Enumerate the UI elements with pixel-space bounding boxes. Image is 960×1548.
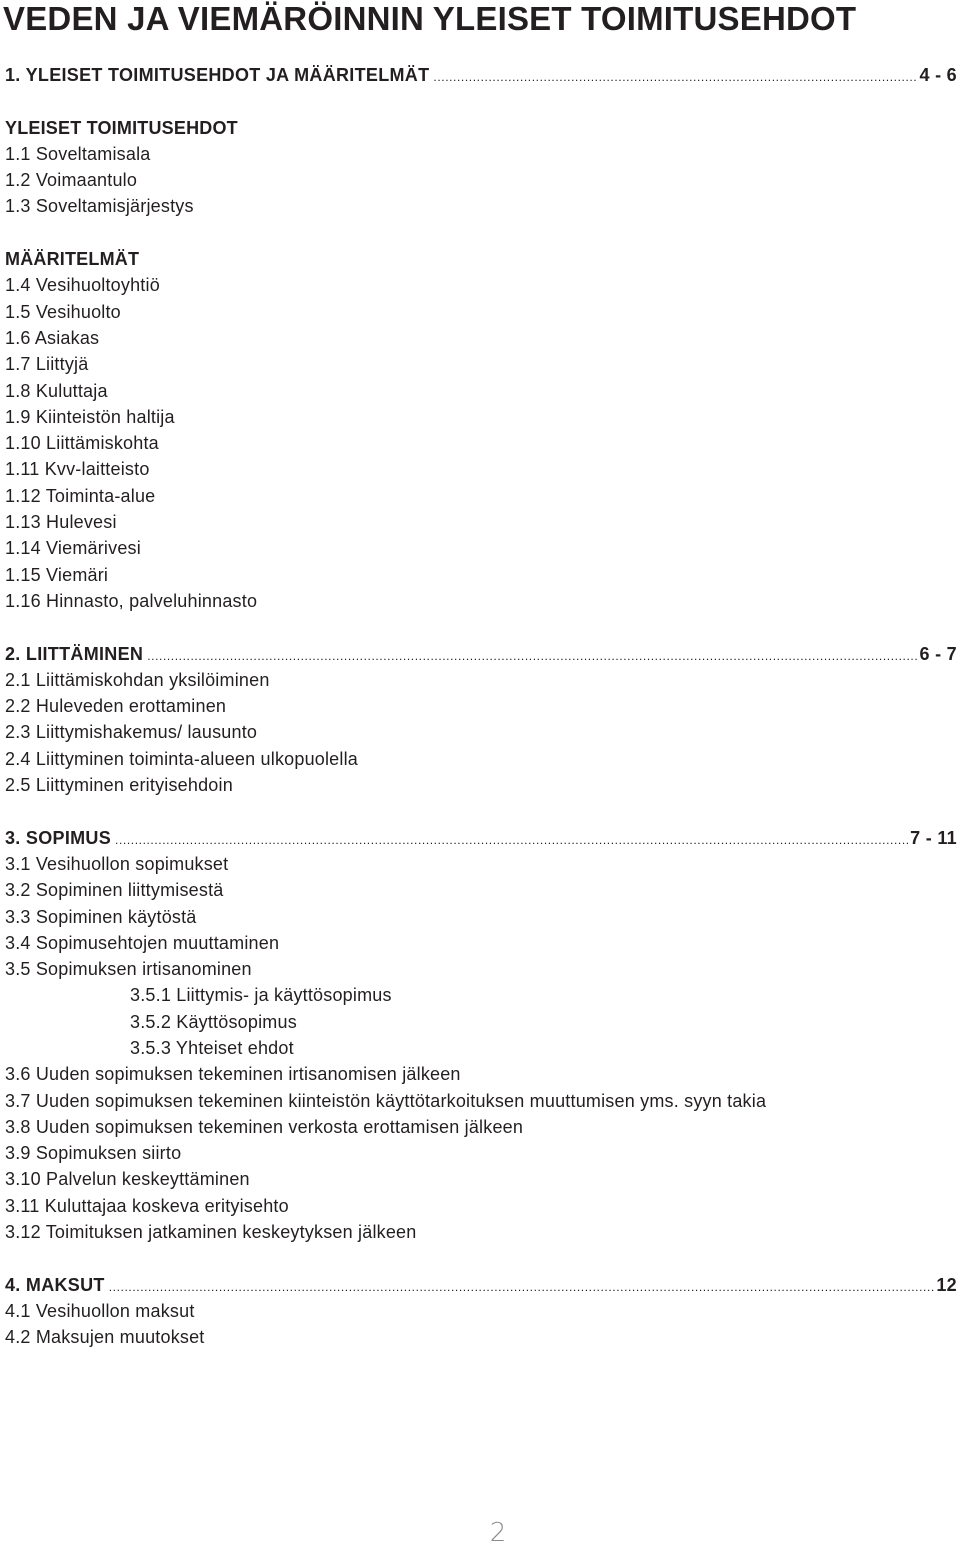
toc-item: 4.2 Maksujen muutokset — [5, 1327, 205, 1348]
toc-item: 3.4 Sopimusehtojen muuttaminen — [5, 932, 280, 953]
toc-item: 1.5 Vesihuolto — [5, 301, 121, 322]
toc-item: 2.3 Liittymishakemus/ lausunto — [5, 722, 258, 743]
toc-item: 3.10 Palvelun keskeyttäminen — [5, 1169, 250, 1190]
section-heading: 3. SOPIMUS — [5, 827, 112, 848]
dot-leader — [115, 827, 908, 853]
toc-item: 1.9 Kiinteistön haltija — [5, 406, 175, 427]
toc-item: 3.8 Uuden sopimuksen tekeminen verkosta erottamisen jälkeen — [5, 1116, 524, 1137]
toc-item: 1.2 Voimaantulo — [5, 170, 138, 191]
toc-item: 1.1 Soveltamisala — [5, 143, 151, 164]
toc-item: 3.2 Sopiminen liittymisestä — [5, 880, 224, 901]
toc-item: 1.4 Vesihuoltoyhtiö — [5, 275, 160, 296]
toc-item: 1.3 Soveltamisjärjestys — [5, 196, 194, 217]
section-pages: 12 — [936, 1274, 957, 1295]
toc-item: 1.8 Kuluttaja — [5, 380, 108, 401]
toc-item: 3.7 Uuden sopimuksen tekeminen kiinteistön käyttötarkoituksen muuttumisen yms. syyn takia — [5, 1090, 767, 1111]
toc-section-2 — [5, 641, 957, 667]
toc-item: 1.16 Hinnasto, palveluhinnasto — [5, 590, 258, 611]
toc-item: 1.11 Kvv-laitteisto — [5, 459, 150, 480]
toc-item: 3.5 Sopimuksen irtisanominen — [5, 959, 252, 980]
toc-subitem: 3.5.3 Yhteiset ehdot — [130, 1037, 294, 1058]
toc-item: 2.2 Huleveden erottaminen — [5, 696, 227, 717]
section-pages: 4 - 6 — [919, 65, 957, 85]
toc-item: 3.9 Sopimuksen siirto — [5, 1143, 182, 1164]
toc-item: 3.3 Sopiminen käytöstä — [5, 906, 197, 927]
toc-section-4 — [5, 1272, 957, 1298]
dot-leader — [433, 64, 917, 90]
toc-section-3 — [5, 825, 957, 851]
toc-item: 2.4 Liittyminen toiminta-alueen ulkopuolella — [5, 748, 359, 769]
group-heading: MÄÄRITELMÄT — [5, 249, 140, 270]
toc-item: 1.15 Viemäri — [5, 564, 109, 585]
toc-item: 3.6 Uuden sopimuksen tekeminen irtisanomisen jälkeen — [5, 1064, 461, 1085]
section-heading: 1. YLEISET TOIMITUSEHDOT JA MÄÄRITELMÄT — [5, 65, 430, 85]
section-pages: 7 - 11 — [910, 827, 957, 848]
toc-item: 3.12 Toimituksen jatkaminen keskeytyksen jälkeen — [5, 1222, 417, 1243]
group-heading: YLEISET TOIMITUSEHDOT — [5, 117, 238, 138]
document-title: VEDEN JA VIEMÄRÖINNIN YLEISET TOIMITUSEHDOT — [3, 0, 857, 37]
section-pages: 6 - 7 — [919, 643, 957, 664]
toc-item: 1.13 Hulevesi — [5, 512, 117, 533]
page-number: 2 — [489, 1518, 507, 1548]
toc-item: 1.10 Liittämiskohta — [5, 433, 159, 454]
dot-leader — [147, 643, 917, 669]
toc-subitem: 3.5.1 Liittymis- ja käyttösopimus — [130, 985, 392, 1006]
section-heading: 2. LIITTÄMINEN — [5, 643, 144, 664]
toc-item: 1.6 Asiakas — [5, 327, 100, 348]
section-heading: 4. MAKSUT — [5, 1274, 105, 1295]
toc-item: 3.11 Kuluttajaa koskeva erityisehto — [5, 1195, 289, 1216]
toc-item: 1.7 Liittyjä — [5, 354, 89, 375]
toc-item: 4.1 Vesihuollon maksut — [5, 1300, 195, 1321]
toc-item: 2.5 Liittyminen erityisehdoin — [5, 775, 233, 796]
toc-subitem: 3.5.2 Käyttösopimus — [130, 1011, 297, 1032]
toc-section-1 — [5, 62, 957, 88]
table-of-contents — [5, 62, 957, 1351]
toc-item: 1.14 Viemärivesi — [5, 538, 141, 559]
toc-item: 1.12 Toiminta-alue — [5, 485, 156, 506]
toc-item: 3.1 Vesihuollon sopimukset — [5, 853, 229, 874]
toc-item: 2.1 Liittämiskohdan yksilöiminen — [5, 669, 270, 690]
dot-leader — [109, 1274, 935, 1300]
